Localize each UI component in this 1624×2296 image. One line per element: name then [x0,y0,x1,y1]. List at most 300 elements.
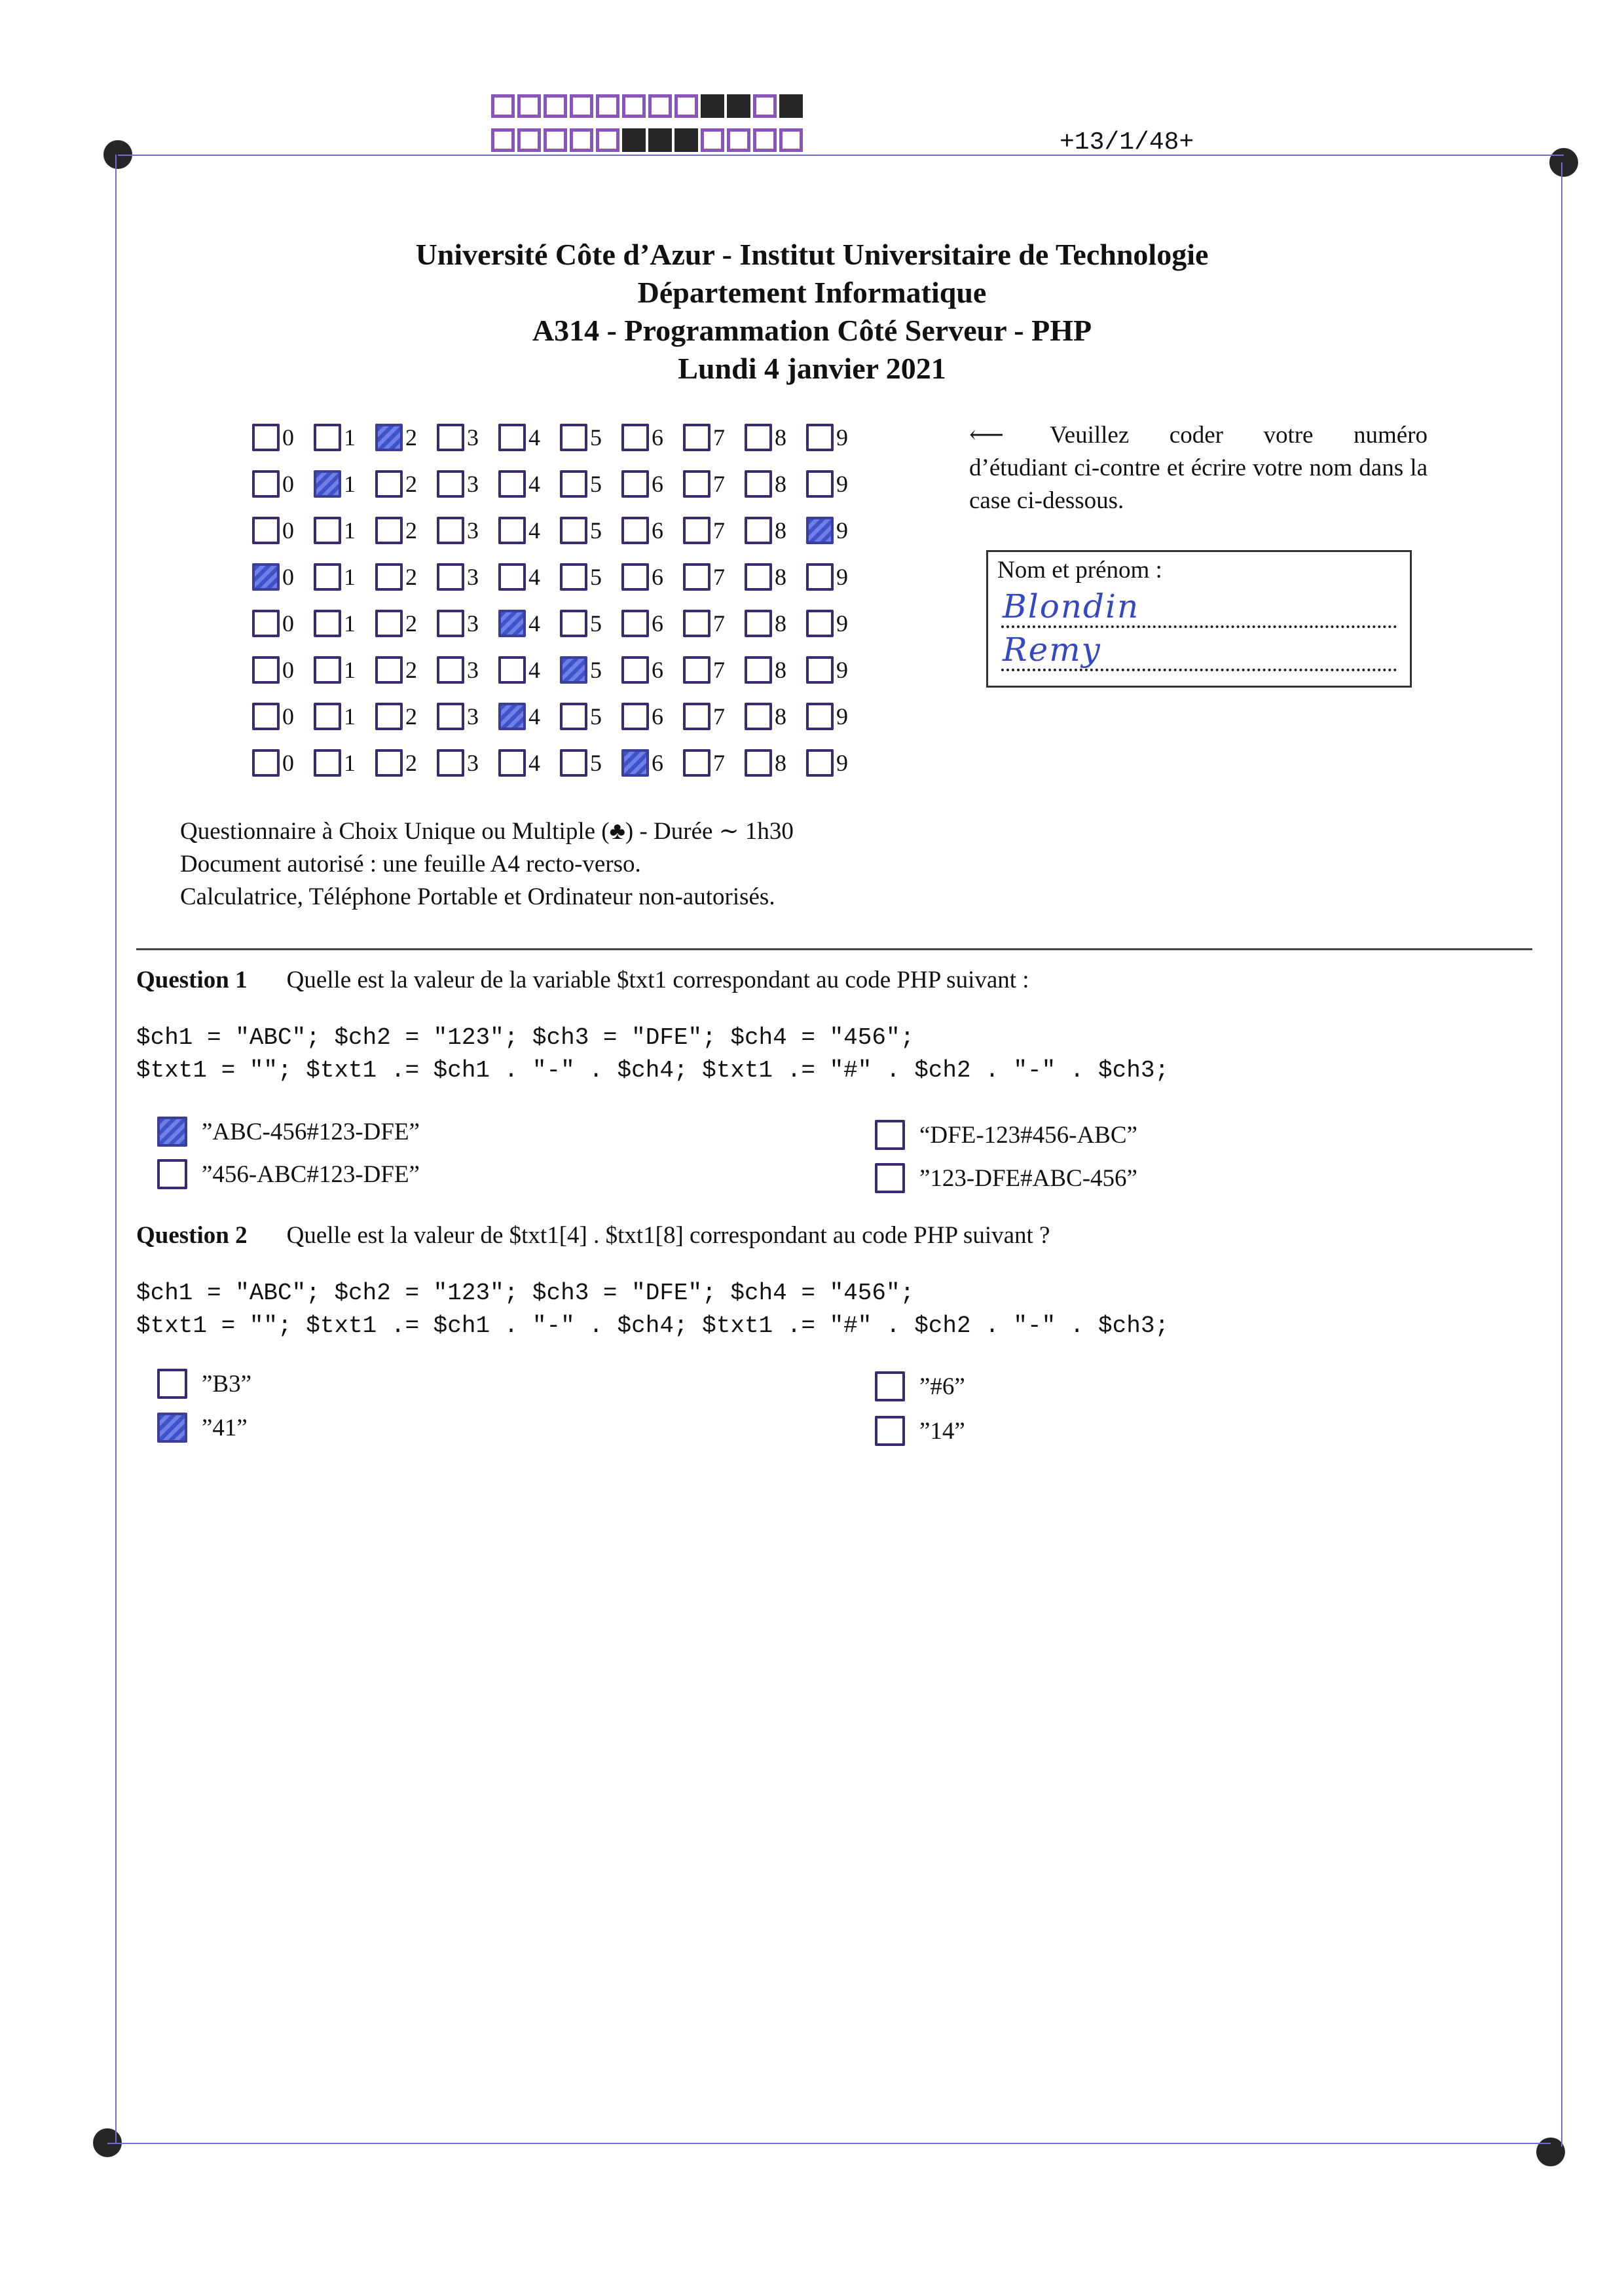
digit-cell[interactable] [745,703,806,730]
digit-cell[interactable] [314,470,375,498]
name-line-1 [1001,625,1397,628]
question-1 [136,966,1029,994]
digit-checkbox[interactable] [314,517,341,544]
barcode-cell [622,128,646,152]
question-1-code [136,1022,1169,1087]
digit-label: 9 [836,656,848,683]
digit-checkbox[interactable] [375,424,403,451]
digit-cell[interactable] [375,610,437,637]
barcode-cell [517,128,541,152]
digit-cell[interactable] [314,610,375,637]
digit-cell[interactable] [314,703,375,730]
digit-checkbox[interactable] [437,610,464,637]
digit-cell[interactable] [498,517,560,544]
barcode-cell [701,94,724,118]
barcode-row-2 [491,128,805,152]
digit-cell[interactable] [252,424,314,451]
digit-cell[interactable] [437,749,498,777]
digit-checkbox[interactable] [375,749,403,777]
digit-label: 9 [836,563,848,590]
digit-label: 7 [713,610,725,637]
digit-checkbox[interactable] [437,470,464,498]
digit-cell[interactable] [745,656,806,684]
digit-cell[interactable] [498,656,560,684]
page-id: +13/1/48+ [1060,128,1194,157]
student-number-row-2 [252,460,868,507]
digit-checkbox[interactable] [806,656,834,684]
digit-checkbox[interactable] [375,470,403,498]
question-1-code-line-2: $txt1 = ""; $txt1 .= $ch1 . "-" . $ch4; $txt1 .= "#" . $ch2 . "-" . $ch3; [136,1057,1170,1084]
barcode-cell [779,94,803,118]
barcode-cell [570,94,593,118]
digit-cell[interactable] [745,749,806,777]
barcode-cell [570,128,593,152]
digit-checkbox[interactable] [745,424,772,451]
name-label: Nom et prénom : [997,557,1162,583]
q1-option-d[interactable] [875,1163,1137,1193]
digit-label: 8 [775,610,786,637]
digit-checkbox[interactable] [806,517,834,544]
digit-label: 6 [652,656,663,683]
digit-cell[interactable] [683,470,745,498]
digit-checkbox[interactable] [745,610,772,637]
digit-checkbox[interactable] [683,424,710,451]
digit-cell[interactable] [437,563,498,591]
barcode-cell [544,128,567,152]
handwritten-first-name: Remy [1003,631,1101,669]
digit-cell[interactable] [498,563,560,591]
digit-checkbox[interactable] [806,424,834,451]
digit-cell[interactable] [375,656,437,684]
digit-label: 8 [775,517,786,544]
barcode-cell [674,128,698,152]
digit-label: 1 [344,563,356,590]
digit-label: 3 [467,703,479,730]
digit-label: 0 [282,749,294,776]
digit-label: 3 [467,563,479,590]
digit-checkbox[interactable] [683,470,710,498]
digit-checkbox[interactable] [437,424,464,451]
digit-label: 2 [405,563,417,590]
digit-cell[interactable] [560,563,621,591]
barcode-cell [491,94,515,118]
digit-label: 2 [405,424,417,451]
digit-label: 7 [713,470,725,497]
digit-checkbox[interactable] [560,563,587,591]
barcode-cell [491,128,515,152]
digit-checkbox[interactable] [437,703,464,730]
digit-cell[interactable] [806,424,868,451]
digit-checkbox[interactable] [806,610,834,637]
digit-checkbox[interactable] [560,749,587,777]
digit-label: 6 [652,424,663,451]
digit-label: 1 [344,517,356,544]
digit-label: 9 [836,424,848,451]
digit-cell[interactable] [683,703,745,730]
digit-checkbox[interactable] [498,424,526,451]
digit-label: 5 [590,563,602,590]
digit-checkbox[interactable] [560,517,587,544]
digit-cell[interactable] [252,517,314,544]
question-1-code-line-1: $ch1 = "ABC"; $ch2 = "123"; $ch3 = "DFE"; $ch4 = "456"; [136,1024,915,1051]
header-university: Université Côte d’Azur - Institut Universitaire de Technologie [415,238,1209,271]
digit-checkbox[interactable] [621,470,649,498]
digit-checkbox[interactable] [683,563,710,591]
digit-label: 4 [528,563,540,590]
digit-label: 3 [467,610,479,637]
digit-checkbox[interactable] [437,517,464,544]
digit-label: 4 [528,749,540,776]
digit-cell[interactable] [560,470,621,498]
q2-option-b-checkbox[interactable] [157,1413,187,1443]
barcode-cell [517,94,541,118]
digit-checkbox[interactable] [683,749,710,777]
digit-label: 5 [590,749,602,776]
digit-cell[interactable] [437,470,498,498]
digit-label: 7 [713,656,725,683]
digit-checkbox[interactable] [375,703,403,730]
barcode-cell [596,94,619,118]
digit-checkbox[interactable] [314,656,341,684]
digit-label: 7 [713,563,725,590]
digit-cell[interactable] [252,470,314,498]
digit-cell[interactable] [745,424,806,451]
q1-option-a[interactable] [157,1117,420,1147]
student-number-row-5 [252,600,868,646]
barcode-cell [544,94,567,118]
digit-label: 3 [467,749,479,776]
digit-checkbox[interactable] [314,424,341,451]
q1-option-a-checkbox[interactable] [157,1117,187,1147]
digit-label: 1 [344,470,356,497]
digit-label: 9 [836,610,848,637]
digit-label: 4 [528,517,540,544]
digit-label: 6 [652,517,663,544]
barcode-cell [596,128,619,152]
digit-label: 8 [775,703,786,730]
barcode-cell [701,128,724,152]
digit-cell[interactable] [498,470,560,498]
exam-info-line-2: Document autorisé : une feuille A4 recto-verso. [180,851,641,878]
barcode-cell [753,128,777,152]
digit-cell[interactable] [498,610,560,637]
digit-checkbox[interactable] [314,749,341,777]
digit-checkbox[interactable] [806,563,834,591]
digit-label: 5 [590,703,602,730]
digit-cell[interactable] [806,563,868,591]
q2-option-c[interactable] [875,1371,965,1401]
digit-checkbox[interactable] [560,703,587,730]
q1-option-b-text: ”456-ABC#123-DFE” [202,1160,420,1188]
digit-checkbox[interactable] [621,610,649,637]
digit-checkbox[interactable] [621,749,649,777]
digit-checkbox[interactable] [437,749,464,777]
digit-cell[interactable] [621,424,683,451]
digit-cell[interactable] [683,656,745,684]
digit-cell[interactable] [314,563,375,591]
q2-option-a[interactable] [157,1369,251,1399]
digit-cell[interactable] [437,656,498,684]
digit-checkbox[interactable] [621,563,649,591]
q2-option-d-checkbox[interactable] [875,1416,905,1446]
digit-checkbox[interactable] [252,749,280,777]
digit-cell[interactable] [375,424,437,451]
digit-checkbox[interactable] [498,656,526,684]
digit-cell[interactable] [745,563,806,591]
instructions [969,419,1428,517]
digit-cell[interactable] [621,749,683,777]
digit-cell[interactable] [252,749,314,777]
digit-label: 9 [836,703,848,730]
digit-cell[interactable] [314,517,375,544]
digit-label: 0 [282,517,294,544]
digit-cell[interactable] [621,470,683,498]
digit-label: 3 [467,517,479,544]
digit-label: 2 [405,703,417,730]
digit-cell[interactable] [375,470,437,498]
q2-option-d[interactable] [875,1416,965,1446]
student-number-row-1 [252,414,868,460]
digit-checkbox[interactable] [806,749,834,777]
digit-label: 0 [282,563,294,590]
digit-label: 8 [775,424,786,451]
digit-cell[interactable] [683,517,745,544]
digit-cell[interactable] [560,517,621,544]
digit-checkbox[interactable] [314,563,341,591]
digit-checkbox[interactable] [498,470,526,498]
exam-info-line-1: Questionnaire à Choix Unique ou Multiple (♣) - Durée ∼ 1h30 [180,818,794,845]
digit-cell[interactable] [498,424,560,451]
digit-label: 5 [590,424,602,451]
digit-label: 0 [282,703,294,730]
digit-label: 7 [713,517,725,544]
digit-cell[interactable] [806,703,868,730]
digit-label: 8 [775,749,786,776]
digit-label: 2 [405,470,417,497]
digit-checkbox[interactable] [745,749,772,777]
question-2-label: Question 2 [136,1222,248,1249]
digit-cell[interactable] [683,610,745,637]
digit-checkbox[interactable] [621,517,649,544]
digit-cell[interactable] [745,610,806,637]
digit-cell[interactable] [621,610,683,637]
digit-cell[interactable] [806,610,868,637]
q2-option-a-checkbox[interactable] [157,1369,187,1399]
q1-option-b[interactable] [157,1159,420,1189]
digit-checkbox[interactable] [560,656,587,684]
digit-cell[interactable] [621,563,683,591]
digit-checkbox[interactable] [375,563,403,591]
digit-cell[interactable] [375,703,437,730]
frame-top [118,155,1564,156]
q2-option-c-checkbox[interactable] [875,1371,905,1401]
digit-checkbox[interactable] [252,517,280,544]
digit-checkbox[interactable] [560,424,587,451]
digit-cell[interactable] [683,424,745,451]
digit-label: 9 [836,749,848,776]
barcode-cell [779,128,803,152]
digit-cell[interactable] [560,656,621,684]
digit-label: 7 [713,749,725,776]
digit-checkbox[interactable] [621,424,649,451]
question-2-code-line-1: $ch1 = "ABC"; $ch2 = "123"; $ch3 = "DFE"; $ch4 = "456"; [136,1280,915,1306]
digit-cell[interactable] [745,470,806,498]
digit-checkbox[interactable] [621,656,649,684]
digit-cell[interactable] [560,749,621,777]
digit-label: 5 [590,470,602,497]
digit-checkbox[interactable] [252,703,280,730]
digit-label: 0 [282,656,294,683]
digit-checkbox[interactable] [252,470,280,498]
digit-label: 6 [652,749,663,776]
digit-cell[interactable] [375,749,437,777]
digit-checkbox[interactable] [683,610,710,637]
digit-label: 7 [713,703,725,730]
digit-cell[interactable] [437,610,498,637]
student-number-row-4 [252,553,868,600]
digit-label: 6 [652,610,663,637]
digit-checkbox[interactable] [314,610,341,637]
barcode-row-1 [491,94,805,118]
digit-label: 6 [652,470,663,497]
digit-checkbox[interactable] [375,656,403,684]
question-1-text: Quelle est la valeur de la variable $txt1 correspondant au code PHP suivant : [286,967,1029,993]
digit-cell[interactable] [806,749,868,777]
digit-checkbox[interactable] [375,610,403,637]
digit-cell[interactable] [560,424,621,451]
digit-cell[interactable] [621,703,683,730]
digit-label: 6 [652,703,663,730]
digit-checkbox[interactable] [560,470,587,498]
q1-option-c-checkbox[interactable] [875,1120,905,1150]
student-number-grid [252,414,868,786]
digit-checkbox[interactable] [683,703,710,730]
digit-label: 4 [528,424,540,451]
digit-checkbox[interactable] [745,563,772,591]
q2-option-d-text: ”14” [919,1417,965,1445]
digit-label: 5 [590,610,602,637]
q2-option-b[interactable] [157,1413,248,1443]
digit-label: 9 [836,517,848,544]
digit-checkbox[interactable] [560,610,587,637]
digit-label: 1 [344,656,356,683]
digit-checkbox[interactable] [745,470,772,498]
frame-right [1561,162,1562,2147]
digit-cell[interactable] [560,703,621,730]
digit-cell[interactable] [437,424,498,451]
frame-bottom [107,2143,1551,2144]
digit-cell[interactable] [437,703,498,730]
digit-checkbox[interactable] [745,517,772,544]
digit-checkbox[interactable] [252,656,280,684]
exam-header [0,236,1624,388]
digit-checkbox[interactable] [683,517,710,544]
digit-checkbox[interactable] [683,656,710,684]
digit-label: 6 [652,563,663,590]
digit-cell[interactable] [498,749,560,777]
student-number-row-6 [252,646,868,693]
digit-cell[interactable] [375,563,437,591]
digit-checkbox[interactable] [498,610,526,637]
digit-checkbox[interactable] [498,703,526,730]
digit-cell[interactable] [621,517,683,544]
digit-cell[interactable] [806,517,868,544]
digit-cell[interactable] [314,749,375,777]
digit-label: 3 [467,424,479,451]
name-box[interactable] [986,550,1412,688]
digit-checkbox[interactable] [745,703,772,730]
q1-option-d-checkbox[interactable] [875,1163,905,1193]
digit-cell[interactable] [621,656,683,684]
barcode-cell [727,94,750,118]
digit-cell[interactable] [806,470,868,498]
header-department: Département Informatique [637,276,987,309]
digit-cell[interactable] [498,703,560,730]
digit-checkbox[interactable] [806,470,834,498]
digit-cell[interactable] [375,517,437,544]
digit-cell[interactable] [252,563,314,591]
digit-checkbox[interactable] [498,517,526,544]
digit-label: 0 [282,610,294,637]
student-number-row-3 [252,507,868,553]
digit-checkbox[interactable] [498,563,526,591]
digit-cell[interactable] [314,424,375,451]
name-line-2 [1001,669,1397,671]
digit-checkbox[interactable] [437,656,464,684]
digit-cell[interactable] [806,656,868,684]
digit-label: 9 [836,470,848,497]
q1-option-c[interactable] [875,1120,1137,1150]
digit-checkbox[interactable] [252,563,280,591]
digit-cell[interactable] [683,749,745,777]
q1-option-b-checkbox[interactable] [157,1159,187,1189]
question-1-label: Question 1 [136,967,248,993]
barcode-cell [648,94,672,118]
digit-checkbox[interactable] [314,703,341,730]
student-number-row-7 [252,693,868,739]
digit-cell[interactable] [683,563,745,591]
digit-checkbox[interactable] [375,517,403,544]
header-date: Lundi 4 janvier 2021 [678,352,946,385]
digit-cell[interactable] [314,656,375,684]
left-arrow-icon: ⟵ [969,422,1005,449]
digit-checkbox[interactable] [498,749,526,777]
q1-option-d-text: ”123-DFE#ABC-456” [919,1164,1137,1192]
digit-cell[interactable] [437,517,498,544]
digit-label: 2 [405,749,417,776]
digit-label: 8 [775,656,786,683]
digit-checkbox[interactable] [437,563,464,591]
digit-checkbox[interactable] [314,470,341,498]
digit-checkbox[interactable] [621,703,649,730]
digit-cell[interactable] [252,610,314,637]
digit-label: 4 [528,703,540,730]
digit-checkbox[interactable] [806,703,834,730]
q2-option-c-text: ”#6” [919,1373,965,1400]
digit-cell[interactable] [560,610,621,637]
digit-label: 2 [405,610,417,637]
digit-label: 2 [405,517,417,544]
digit-cell[interactable] [252,656,314,684]
barcode-cell [674,94,698,118]
digit-cell[interactable] [252,703,314,730]
q2-option-a-text: ”B3” [202,1370,252,1398]
digit-checkbox[interactable] [252,424,280,451]
digit-checkbox[interactable] [252,610,280,637]
digit-checkbox[interactable] [745,656,772,684]
digit-cell[interactable] [745,517,806,544]
question-2-text: Quelle est la valeur de $txt1[4] . $txt1[8] correspondant au code PHP suivant ? [286,1222,1050,1249]
